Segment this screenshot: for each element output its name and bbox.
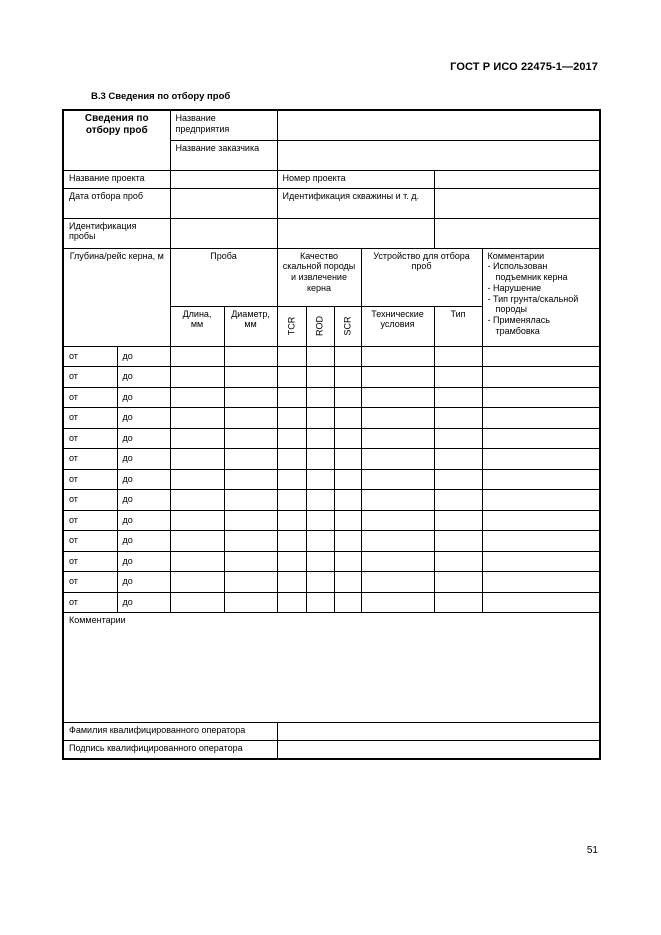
data-cell[interactable] bbox=[361, 367, 434, 388]
from-label: от bbox=[69, 412, 78, 422]
comments-header bbox=[482, 248, 600, 346]
comments-note: - Тип грунта/скальной породы bbox=[488, 294, 595, 316]
comments-note: - Нарушение bbox=[488, 283, 595, 294]
table-row bbox=[63, 408, 600, 429]
to-label: до bbox=[122, 391, 133, 402]
data-cell[interactable] bbox=[224, 572, 277, 593]
data-cell[interactable] bbox=[334, 592, 361, 613]
from-label: от bbox=[69, 555, 78, 566]
from-label: от bbox=[69, 494, 78, 504]
data-cell[interactable] bbox=[306, 592, 334, 613]
quality-header bbox=[277, 248, 361, 306]
data-cell[interactable] bbox=[334, 469, 361, 490]
data-cell[interactable] bbox=[482, 428, 600, 449]
device-header bbox=[361, 248, 482, 306]
depth-from-cell[interactable] bbox=[63, 551, 117, 572]
sample-id-input-2[interactable] bbox=[277, 218, 434, 248]
table-row bbox=[63, 572, 600, 593]
data-cell[interactable] bbox=[306, 408, 334, 429]
data-cell[interactable] bbox=[170, 510, 224, 531]
data-cell[interactable] bbox=[334, 551, 361, 572]
tcr-header bbox=[277, 306, 306, 346]
to-label: до bbox=[122, 371, 133, 381]
data-cell[interactable] bbox=[224, 346, 277, 367]
depth-to-cell[interactable] bbox=[117, 408, 170, 429]
table-row bbox=[63, 531, 600, 552]
data-cell[interactable] bbox=[306, 469, 334, 490]
to-label: до bbox=[122, 432, 133, 443]
data-cell[interactable] bbox=[306, 551, 334, 572]
data-cell[interactable] bbox=[277, 449, 306, 470]
data-cell[interactable] bbox=[361, 469, 434, 490]
data-cell[interactable] bbox=[224, 490, 277, 511]
to-label: до bbox=[122, 514, 133, 525]
data-cell[interactable] bbox=[277, 510, 306, 531]
data-cell[interactable] bbox=[361, 551, 434, 572]
table-row bbox=[63, 592, 600, 613]
operator-signature-input[interactable] bbox=[277, 741, 600, 759]
sample-id-input-1[interactable] bbox=[170, 218, 277, 248]
depth-to-cell[interactable] bbox=[117, 531, 170, 552]
customer-label: Название заказчика bbox=[175, 142, 260, 153]
data-cell[interactable] bbox=[277, 346, 306, 367]
data-cell[interactable] bbox=[334, 367, 361, 388]
data-cell[interactable] bbox=[170, 387, 224, 408]
to-label: до bbox=[122, 453, 133, 463]
data-cell[interactable] bbox=[170, 490, 224, 511]
data-cell[interactable] bbox=[434, 408, 482, 429]
company-label: Название предприятия bbox=[175, 113, 230, 134]
data-cell[interactable] bbox=[224, 592, 277, 613]
data-cell[interactable] bbox=[482, 449, 600, 470]
from-label: от bbox=[69, 596, 78, 607]
data-cell[interactable] bbox=[482, 551, 600, 572]
table-row bbox=[63, 469, 600, 490]
data-cell[interactable] bbox=[482, 531, 600, 552]
depth-from-cell[interactable] bbox=[63, 510, 117, 531]
to-label: до bbox=[122, 494, 133, 504]
depth-from-cell[interactable] bbox=[63, 531, 117, 552]
data-cell[interactable] bbox=[434, 387, 482, 408]
data-cell[interactable] bbox=[306, 531, 334, 552]
project-number-input[interactable] bbox=[434, 170, 600, 188]
project-number-label-cell bbox=[277, 170, 434, 188]
data-cell[interactable] bbox=[224, 408, 277, 429]
operator-name-label: Фамилия квалифицированного оператора bbox=[69, 725, 246, 735]
operator-name-label-cell bbox=[63, 723, 277, 741]
data-cell[interactable] bbox=[334, 490, 361, 511]
project-name-label-cell bbox=[63, 170, 170, 188]
data-cell[interactable] bbox=[170, 531, 224, 552]
project-name-input[interactable] bbox=[170, 170, 277, 188]
data-cell[interactable] bbox=[277, 531, 306, 552]
well-id-label: Идентификация скважины и т. д. bbox=[282, 190, 420, 201]
data-cell[interactable] bbox=[361, 531, 434, 552]
length-header bbox=[170, 306, 224, 346]
data-cell[interactable] bbox=[306, 449, 334, 470]
data-cell[interactable] bbox=[482, 469, 600, 490]
data-cell[interactable] bbox=[334, 387, 361, 408]
data-cell[interactable] bbox=[434, 367, 482, 388]
operator-signature-label: Подпись квалифицированного оператора bbox=[69, 743, 243, 753]
tech-header bbox=[361, 306, 434, 346]
data-cell[interactable] bbox=[434, 490, 482, 511]
depth-to-cell[interactable] bbox=[117, 387, 170, 408]
sample-header-label: Проба bbox=[210, 250, 237, 261]
depth-from-cell[interactable] bbox=[63, 572, 117, 593]
to-label: до bbox=[122, 412, 133, 422]
from-label: от bbox=[69, 432, 78, 443]
sample-id-input-3[interactable] bbox=[434, 218, 600, 248]
scr-header-label: SCR bbox=[342, 316, 353, 336]
data-cell[interactable] bbox=[434, 469, 482, 490]
comments-footer-label: Комментарии bbox=[69, 615, 126, 625]
data-cell[interactable] bbox=[306, 387, 334, 408]
data-cell[interactable] bbox=[170, 551, 224, 572]
data-cell[interactable] bbox=[361, 592, 434, 613]
project-number-label: Номер проекта bbox=[282, 172, 346, 183]
table-row bbox=[63, 490, 600, 511]
data-cell[interactable] bbox=[361, 510, 434, 531]
data-cell[interactable] bbox=[306, 572, 334, 593]
depth-to-cell[interactable] bbox=[117, 490, 170, 511]
data-cell[interactable] bbox=[482, 510, 600, 531]
customer-input[interactable] bbox=[277, 140, 600, 170]
depth-header-label: Глубина/рейс керна, м bbox=[69, 250, 164, 261]
data-cell[interactable] bbox=[224, 387, 277, 408]
document-standard-header: ГОСТ Р ИСО 22475-1—2017 bbox=[450, 61, 598, 73]
data-cell[interactable] bbox=[277, 408, 306, 429]
rod-header-label: ROD bbox=[314, 316, 325, 336]
data-cell[interactable] bbox=[334, 428, 361, 449]
operator-signature-label-cell bbox=[63, 741, 277, 759]
data-cell[interactable] bbox=[334, 531, 361, 552]
sampling-date-input[interactable] bbox=[170, 188, 277, 218]
data-cell[interactable] bbox=[277, 367, 306, 388]
length-header-label: Длина, мм bbox=[182, 308, 212, 330]
data-cell[interactable] bbox=[434, 449, 482, 470]
data-cell[interactable] bbox=[224, 367, 277, 388]
to-label: до bbox=[122, 473, 133, 484]
depth-to-cell[interactable] bbox=[117, 510, 170, 531]
customer-label-cell bbox=[170, 140, 277, 170]
data-cell[interactable] bbox=[224, 469, 277, 490]
depth-from-cell[interactable] bbox=[63, 428, 117, 449]
sample-id-label: Идентификация пробы bbox=[69, 220, 137, 242]
rod-header bbox=[306, 306, 334, 346]
data-cell[interactable] bbox=[361, 572, 434, 593]
block-title-cell bbox=[63, 110, 170, 170]
tcr-header-label: TCR bbox=[286, 316, 297, 336]
data-cell[interactable] bbox=[170, 449, 224, 470]
sampling-info-form bbox=[62, 109, 601, 760]
data-cell[interactable] bbox=[170, 367, 224, 388]
data-cell[interactable] bbox=[277, 387, 306, 408]
data-cell[interactable] bbox=[434, 551, 482, 572]
sample-data-rows bbox=[63, 346, 600, 613]
data-cell[interactable] bbox=[224, 531, 277, 552]
data-cell[interactable] bbox=[361, 490, 434, 511]
well-id-label-cell bbox=[277, 188, 434, 218]
data-cell[interactable] bbox=[277, 428, 306, 449]
depth-from-cell[interactable] bbox=[63, 367, 117, 388]
depth-to-cell[interactable] bbox=[117, 469, 170, 490]
project-name-label: Название проекта bbox=[69, 172, 145, 183]
data-cell[interactable] bbox=[482, 408, 600, 429]
depth-to-cell[interactable] bbox=[117, 428, 170, 449]
data-cell[interactable] bbox=[434, 572, 482, 593]
table-row bbox=[63, 428, 600, 449]
from-label: от bbox=[69, 453, 78, 463]
depth-to-cell[interactable] bbox=[117, 346, 170, 367]
data-cell[interactable] bbox=[277, 551, 306, 572]
depth-from-cell[interactable] bbox=[63, 387, 117, 408]
data-cell[interactable] bbox=[224, 428, 277, 449]
data-cell[interactable] bbox=[482, 490, 600, 511]
data-cell[interactable] bbox=[170, 346, 224, 367]
from-label: от bbox=[69, 473, 78, 484]
data-cell[interactable] bbox=[361, 387, 434, 408]
data-cell[interactable] bbox=[306, 367, 334, 388]
data-cell[interactable] bbox=[334, 346, 361, 367]
to-label: до bbox=[122, 555, 133, 566]
well-id-input[interactable] bbox=[434, 188, 600, 218]
data-cell[interactable] bbox=[482, 346, 600, 367]
data-cell[interactable] bbox=[482, 387, 600, 408]
depth-from-cell[interactable] bbox=[63, 490, 117, 511]
data-cell[interactable] bbox=[224, 510, 277, 531]
data-cell[interactable] bbox=[434, 428, 482, 449]
data-cell[interactable] bbox=[434, 592, 482, 613]
data-cell[interactable] bbox=[361, 428, 434, 449]
depth-from-cell[interactable] bbox=[63, 408, 117, 429]
sample-header bbox=[170, 248, 277, 306]
table-row bbox=[63, 367, 600, 388]
operator-name-input[interactable] bbox=[277, 723, 600, 741]
depth-to-cell[interactable] bbox=[117, 367, 170, 388]
block-title: Сведения по отбору проб bbox=[84, 113, 149, 136]
data-cell[interactable] bbox=[334, 572, 361, 593]
data-cell[interactable] bbox=[277, 572, 306, 593]
type-header-label: Тип bbox=[450, 308, 466, 319]
to-label: до bbox=[122, 576, 133, 586]
data-cell[interactable] bbox=[277, 469, 306, 490]
data-cell[interactable] bbox=[334, 510, 361, 531]
data-cell[interactable] bbox=[361, 408, 434, 429]
data-cell[interactable] bbox=[170, 592, 224, 613]
sample-id-label-cell bbox=[63, 218, 170, 248]
comments-note: - Применялась трамбовка bbox=[488, 315, 595, 337]
depth-header bbox=[63, 248, 170, 346]
depth-to-cell[interactable] bbox=[117, 572, 170, 593]
comments-note: - Использован подъемник керна bbox=[488, 261, 595, 283]
table-row bbox=[63, 449, 600, 470]
data-cell[interactable] bbox=[306, 490, 334, 511]
data-cell[interactable] bbox=[334, 408, 361, 429]
data-cell[interactable] bbox=[306, 346, 334, 367]
data-cell[interactable] bbox=[277, 490, 306, 511]
data-cell[interactable] bbox=[361, 346, 434, 367]
sampling-date-label: Дата отбора проб bbox=[69, 190, 144, 201]
from-label: от bbox=[69, 514, 78, 525]
comments-notes-list bbox=[488, 261, 595, 337]
from-label: от bbox=[69, 391, 78, 402]
data-cell[interactable] bbox=[482, 367, 600, 388]
data-cell[interactable] bbox=[306, 428, 334, 449]
section-title: В.3 Сведения по отбору проб bbox=[91, 91, 231, 102]
type-header bbox=[434, 306, 482, 346]
device-header-label: Устройство для отбора проб bbox=[373, 250, 470, 272]
depth-from-cell[interactable] bbox=[63, 346, 117, 367]
data-cell[interactable] bbox=[224, 551, 277, 572]
table-row bbox=[63, 346, 600, 367]
comments-footer-cell[interactable] bbox=[63, 613, 600, 723]
sampling-date-label-cell bbox=[63, 188, 170, 218]
from-label: от bbox=[69, 535, 78, 545]
from-label: от bbox=[69, 350, 78, 361]
from-label: от bbox=[69, 371, 78, 381]
data-cell[interactable] bbox=[170, 408, 224, 429]
data-cell[interactable] bbox=[361, 449, 434, 470]
data-cell[interactable] bbox=[277, 592, 306, 613]
table-row bbox=[63, 510, 600, 531]
page-number: 51 bbox=[586, 845, 598, 856]
scr-header bbox=[334, 306, 361, 346]
data-cell[interactable] bbox=[334, 449, 361, 470]
data-cell[interactable] bbox=[434, 510, 482, 531]
tech-header-label: Технические условия bbox=[371, 308, 424, 330]
to-label: до bbox=[122, 596, 133, 607]
to-label: до bbox=[122, 350, 133, 361]
quality-header-label: Качество скальной породы и извлечение керна bbox=[282, 250, 356, 293]
comments-header-title: Комментарии bbox=[487, 250, 545, 261]
company-label-cell bbox=[170, 110, 277, 140]
from-label: от bbox=[69, 576, 78, 586]
data-cell[interactable] bbox=[224, 449, 277, 470]
data-cell[interactable] bbox=[482, 572, 600, 593]
depth-from-cell[interactable] bbox=[63, 469, 117, 490]
data-cell[interactable] bbox=[170, 572, 224, 593]
table-row bbox=[63, 387, 600, 408]
data-cell[interactable] bbox=[170, 469, 224, 490]
data-cell[interactable] bbox=[482, 592, 600, 613]
data-cell[interactable] bbox=[434, 346, 482, 367]
data-cell[interactable] bbox=[170, 428, 224, 449]
table-row bbox=[63, 551, 600, 572]
data-cell[interactable] bbox=[434, 531, 482, 552]
company-input[interactable] bbox=[277, 110, 600, 140]
depth-to-cell[interactable] bbox=[117, 449, 170, 470]
diameter-header-label: Диаметр, мм bbox=[231, 308, 270, 330]
depth-to-cell[interactable] bbox=[117, 592, 170, 613]
depth-to-cell[interactable] bbox=[117, 551, 170, 572]
depth-from-cell[interactable] bbox=[63, 592, 117, 613]
to-label: до bbox=[122, 535, 133, 545]
depth-from-cell[interactable] bbox=[63, 449, 117, 470]
diameter-header bbox=[224, 306, 277, 346]
data-cell[interactable] bbox=[306, 510, 334, 531]
